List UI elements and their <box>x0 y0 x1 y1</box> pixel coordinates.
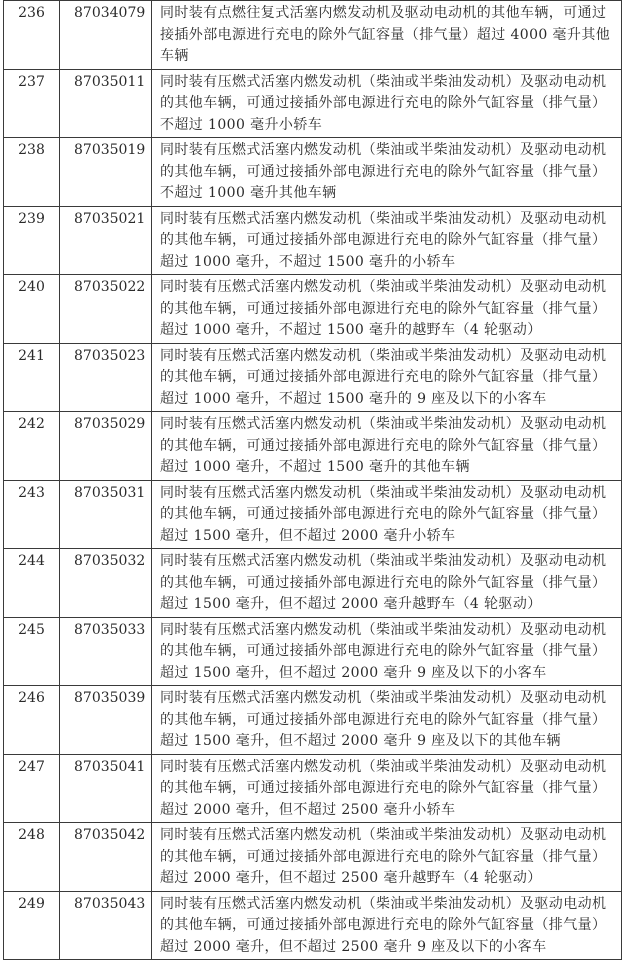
table-row <box>4 343 622 412</box>
table-row <box>4 617 622 686</box>
commodity-code: 87034079 <box>60 1 152 70</box>
table-row <box>4 686 622 755</box>
table-row <box>4 549 622 618</box>
table-row <box>4 754 622 823</box>
row-number: 244 <box>4 549 60 618</box>
table-row <box>4 823 622 892</box>
commodity-description: 同时装有压燃式活塞内燃发动机（柴油或半柴油发动机）及驱动电动机的其他车辆，可通过接插外部电源进行充电的除外气缸容量（排气量）不超过 1000 毫升小轿车 <box>152 69 622 138</box>
commodity-code: 87035031 <box>60 480 152 549</box>
table-body <box>4 1 622 960</box>
commodity-code: 87035022 <box>60 275 152 344</box>
commodity-code: 87035021 <box>60 206 152 275</box>
row-number: 242 <box>4 412 60 481</box>
commodity-code: 87035011 <box>60 69 152 138</box>
commodity-description: 同时装有压燃式活塞内燃发动机（柴油或半柴油发动机）及驱动电动机的其他车辆，可通过接插外部电源进行充电的除外气缸容量（排气量）超过 1500 毫升，但不超过 2000 毫升 9 座及以下的其他车辆 <box>152 686 622 755</box>
row-number: 240 <box>4 275 60 344</box>
table-row <box>4 69 622 138</box>
commodity-description: 同时装有点燃往复式活塞内燃发动机及驱动电动机的其他车辆，可通过接插外部电源进行充电的除外气缸容量（排气量）超过 4000 毫升其他车辆 <box>152 1 622 70</box>
commodity-description: 同时装有压燃式活塞内燃发动机（柴油或半柴油发动机）及驱动电动机的其他车辆，可通过接插外部电源进行充电的除外气缸容量（排气量）超过 1000 毫升，不超过 1500 毫升的小轿车 <box>152 206 622 275</box>
commodity-description: 同时装有压燃式活塞内燃发动机（柴油或半柴油发动机）及驱动电动机的其他车辆，可通过接插外部电源进行充电的除外气缸容量（排气量）超过 2000 毫升，但不超过 2500 毫升越野车（4 轮驱动） <box>152 823 622 892</box>
row-number: 245 <box>4 617 60 686</box>
commodity-code: 87035029 <box>60 412 152 481</box>
table-row <box>4 138 622 207</box>
table-row <box>4 275 622 344</box>
row-number: 239 <box>4 206 60 275</box>
row-number: 243 <box>4 480 60 549</box>
commodity-description: 同时装有压燃式活塞内燃发动机（柴油或半柴油发动机）及驱动电动机的其他车辆，可通过接插外部电源进行充电的除外气缸容量（排气量）超过 2000 毫升，但不超过 2500 毫升小轿车 <box>152 754 622 823</box>
commodity-description: 同时装有压燃式活塞内燃发动机（柴油或半柴油发动机）及驱动电动机的其他车辆，可通过接插外部电源进行充电的除外气缸容量（排气量）超过 2000 毫升，但不超过 2500 毫升 9 座及以下的小客车 <box>152 891 622 960</box>
commodity-description: 同时装有压燃式活塞内燃发动机（柴油或半柴油发动机）及驱动电动机的其他车辆，可通过接插外部电源进行充电的除外气缸容量（排气量）超过 1000 毫升，不超过 1500 毫升的其他车辆 <box>152 412 622 481</box>
commodity-description: 同时装有压燃式活塞内燃发动机（柴油或半柴油发动机）及驱动电动机的其他车辆，可通过接插外部电源进行充电的除外气缸容量（排气量）超过 1500 毫升，但不超过 2000 毫升小轿车 <box>152 480 622 549</box>
commodity-code: 87035033 <box>60 617 152 686</box>
commodity-description: 同时装有压燃式活塞内燃发动机（柴油或半柴油发动机）及驱动电动机的其他车辆，可通过接插外部电源进行充电的除外气缸容量（排气量）超过 1500 毫升，但不超过 2000 毫升 9 座及以下的小客车 <box>152 617 622 686</box>
table-row <box>4 480 622 549</box>
commodity-description: 同时装有压燃式活塞内燃发动机（柴油或半柴油发动机）及驱动电动机的其他车辆，可通过接插外部电源进行充电的除外气缸容量（排气量）超过 1000 毫升，不超过 1500 毫升的越野车（4 轮驱动） <box>152 275 622 344</box>
commodity-description: 同时装有压燃式活塞内燃发动机（柴油或半柴油发动机）及驱动电动机的其他车辆，可通过接插外部电源进行充电的除外气缸容量（排气量）超过 1000 毫升，不超过 1500 毫升的 9 座及以下的小客车 <box>152 343 622 412</box>
commodity-code: 87035041 <box>60 754 152 823</box>
table-row <box>4 891 622 960</box>
row-number: 236 <box>4 1 60 70</box>
row-number: 238 <box>4 138 60 207</box>
row-number: 249 <box>4 891 60 960</box>
row-number: 247 <box>4 754 60 823</box>
commodity-code: 87035032 <box>60 549 152 618</box>
commodity-code: 87035043 <box>60 891 152 960</box>
table-row <box>4 1 622 70</box>
commodity-code: 87035023 <box>60 343 152 412</box>
commodity-code: 87035019 <box>60 138 152 207</box>
document-sheet <box>3 0 621 960</box>
row-number: 248 <box>4 823 60 892</box>
tariff-table <box>3 0 622 960</box>
table-row <box>4 412 622 481</box>
row-number: 241 <box>4 343 60 412</box>
commodity-description: 同时装有压燃式活塞内燃发动机（柴油或半柴油发动机）及驱动电动机的其他车辆，可通过接插外部电源进行充电的除外气缸容量（排气量）超过 1500 毫升，但不超过 2000 毫升越野车（4 轮驱动） <box>152 549 622 618</box>
commodity-description: 同时装有压燃式活塞内燃发动机（柴油或半柴油发动机）及驱动电动机的其他车辆，可通过接插外部电源进行充电的除外气缸容量（排气量）不超过 1000 毫升其他车辆 <box>152 138 622 207</box>
commodity-code: 87035042 <box>60 823 152 892</box>
row-number: 246 <box>4 686 60 755</box>
table-row <box>4 206 622 275</box>
commodity-code: 87035039 <box>60 686 152 755</box>
row-number: 237 <box>4 69 60 138</box>
